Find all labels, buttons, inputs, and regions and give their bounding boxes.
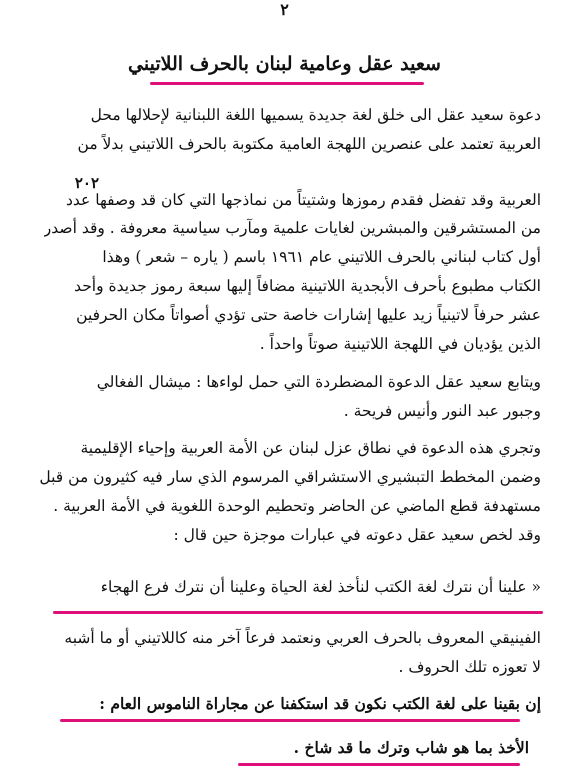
quote-line: الفينيقي المعروف بالحرف العربي ونعتمد فرعاً آخر منه كاللاتيني أو ما أشبه xyxy=(64,629,541,647)
paragraph-line: مستهدفة قطع الماضي عن الحاضر وتحطيم الوحدة اللغوية في الأمة العربية . xyxy=(53,497,541,515)
intro-line: العربية تعتمد على عنصرين اللهجة العامية مكتوبة بالحرف اللاتيني بدلاً من xyxy=(77,135,541,153)
quote-underline xyxy=(238,763,520,766)
page-title: سعيد عقل وعامية لبنان بالحرف اللاتيني xyxy=(128,53,441,75)
paragraph-line: ويتابع سعيد عقل الدعوة المضطردة التي حمل لواءها : ميشال الفغالي xyxy=(96,373,541,391)
quote-line: « علينا أن نترك لغة الكتب لنأخذ لغة الحياة وعلينا أن نترك فرع الهجاء xyxy=(100,578,541,596)
reference-number: ٢٠٢ xyxy=(74,174,99,192)
quote-line: لا تعوزه تلك الحروف . xyxy=(398,658,541,676)
paragraph-line: الذين يؤديان في اللهجة اللاتينية صوتاً واحداً . xyxy=(259,335,541,353)
paragraph-line: وضمن المخطط التبشيري الاستشراقي المرسوم الذي سار فيه كثيرون من قبل xyxy=(39,468,541,486)
paragraph-line: عشر حرفاً لاتينياً زيد عليها إشارات خاصة حتى تؤدي أصواتاً مكان الحرفين xyxy=(76,306,541,324)
page-number: ٢ xyxy=(280,0,289,19)
paragraph-line: وتجري هذه الدعوة في نطاق عزل لبنان عن الأمة العربية وإحياء الإقليمية xyxy=(80,439,541,457)
quote-line: إن بقينا على لغة الكتب نكون قد استكفنا عن مجاراة الناموس العام : xyxy=(99,694,541,713)
quote-line: الأخذ بما هو شاب وترك ما قد شاخ . xyxy=(293,738,529,757)
paragraph-line: أول كتاب لبناني بالحرف اللاتيني عام ١٩٦١ باسم ( ياره – شعر ) وهذا xyxy=(102,248,541,266)
quote-underline xyxy=(60,719,520,722)
paragraph-line: وقد لخص سعيد عقل دعوته في عبارات موجزة حين قال : xyxy=(173,526,541,544)
quote-underline xyxy=(53,611,543,614)
paragraph-line: العربية وقد تفضل فقدم رموزها وشتيتاً من نماذجها التي كان قد وصفها عدد xyxy=(66,191,541,209)
intro-line: دعوة سعيد عقل الى خلق لغة جديدة يسميها اللغة اللبنانية لإحلالها محل xyxy=(90,106,541,124)
paragraph-line: الكتاب مطبوع بأحرف الأبجدية اللاتينية مضافاً إليها سبعة رموز جديدة وأحد xyxy=(74,277,541,295)
paragraph-line: وجبور عبد النور وأنيس فريحة . xyxy=(343,402,541,420)
paragraph-line: من المستشرقين والمبشرين لغايات علمية ومآرب سياسية معروفة . وقد أصدر xyxy=(43,219,541,237)
